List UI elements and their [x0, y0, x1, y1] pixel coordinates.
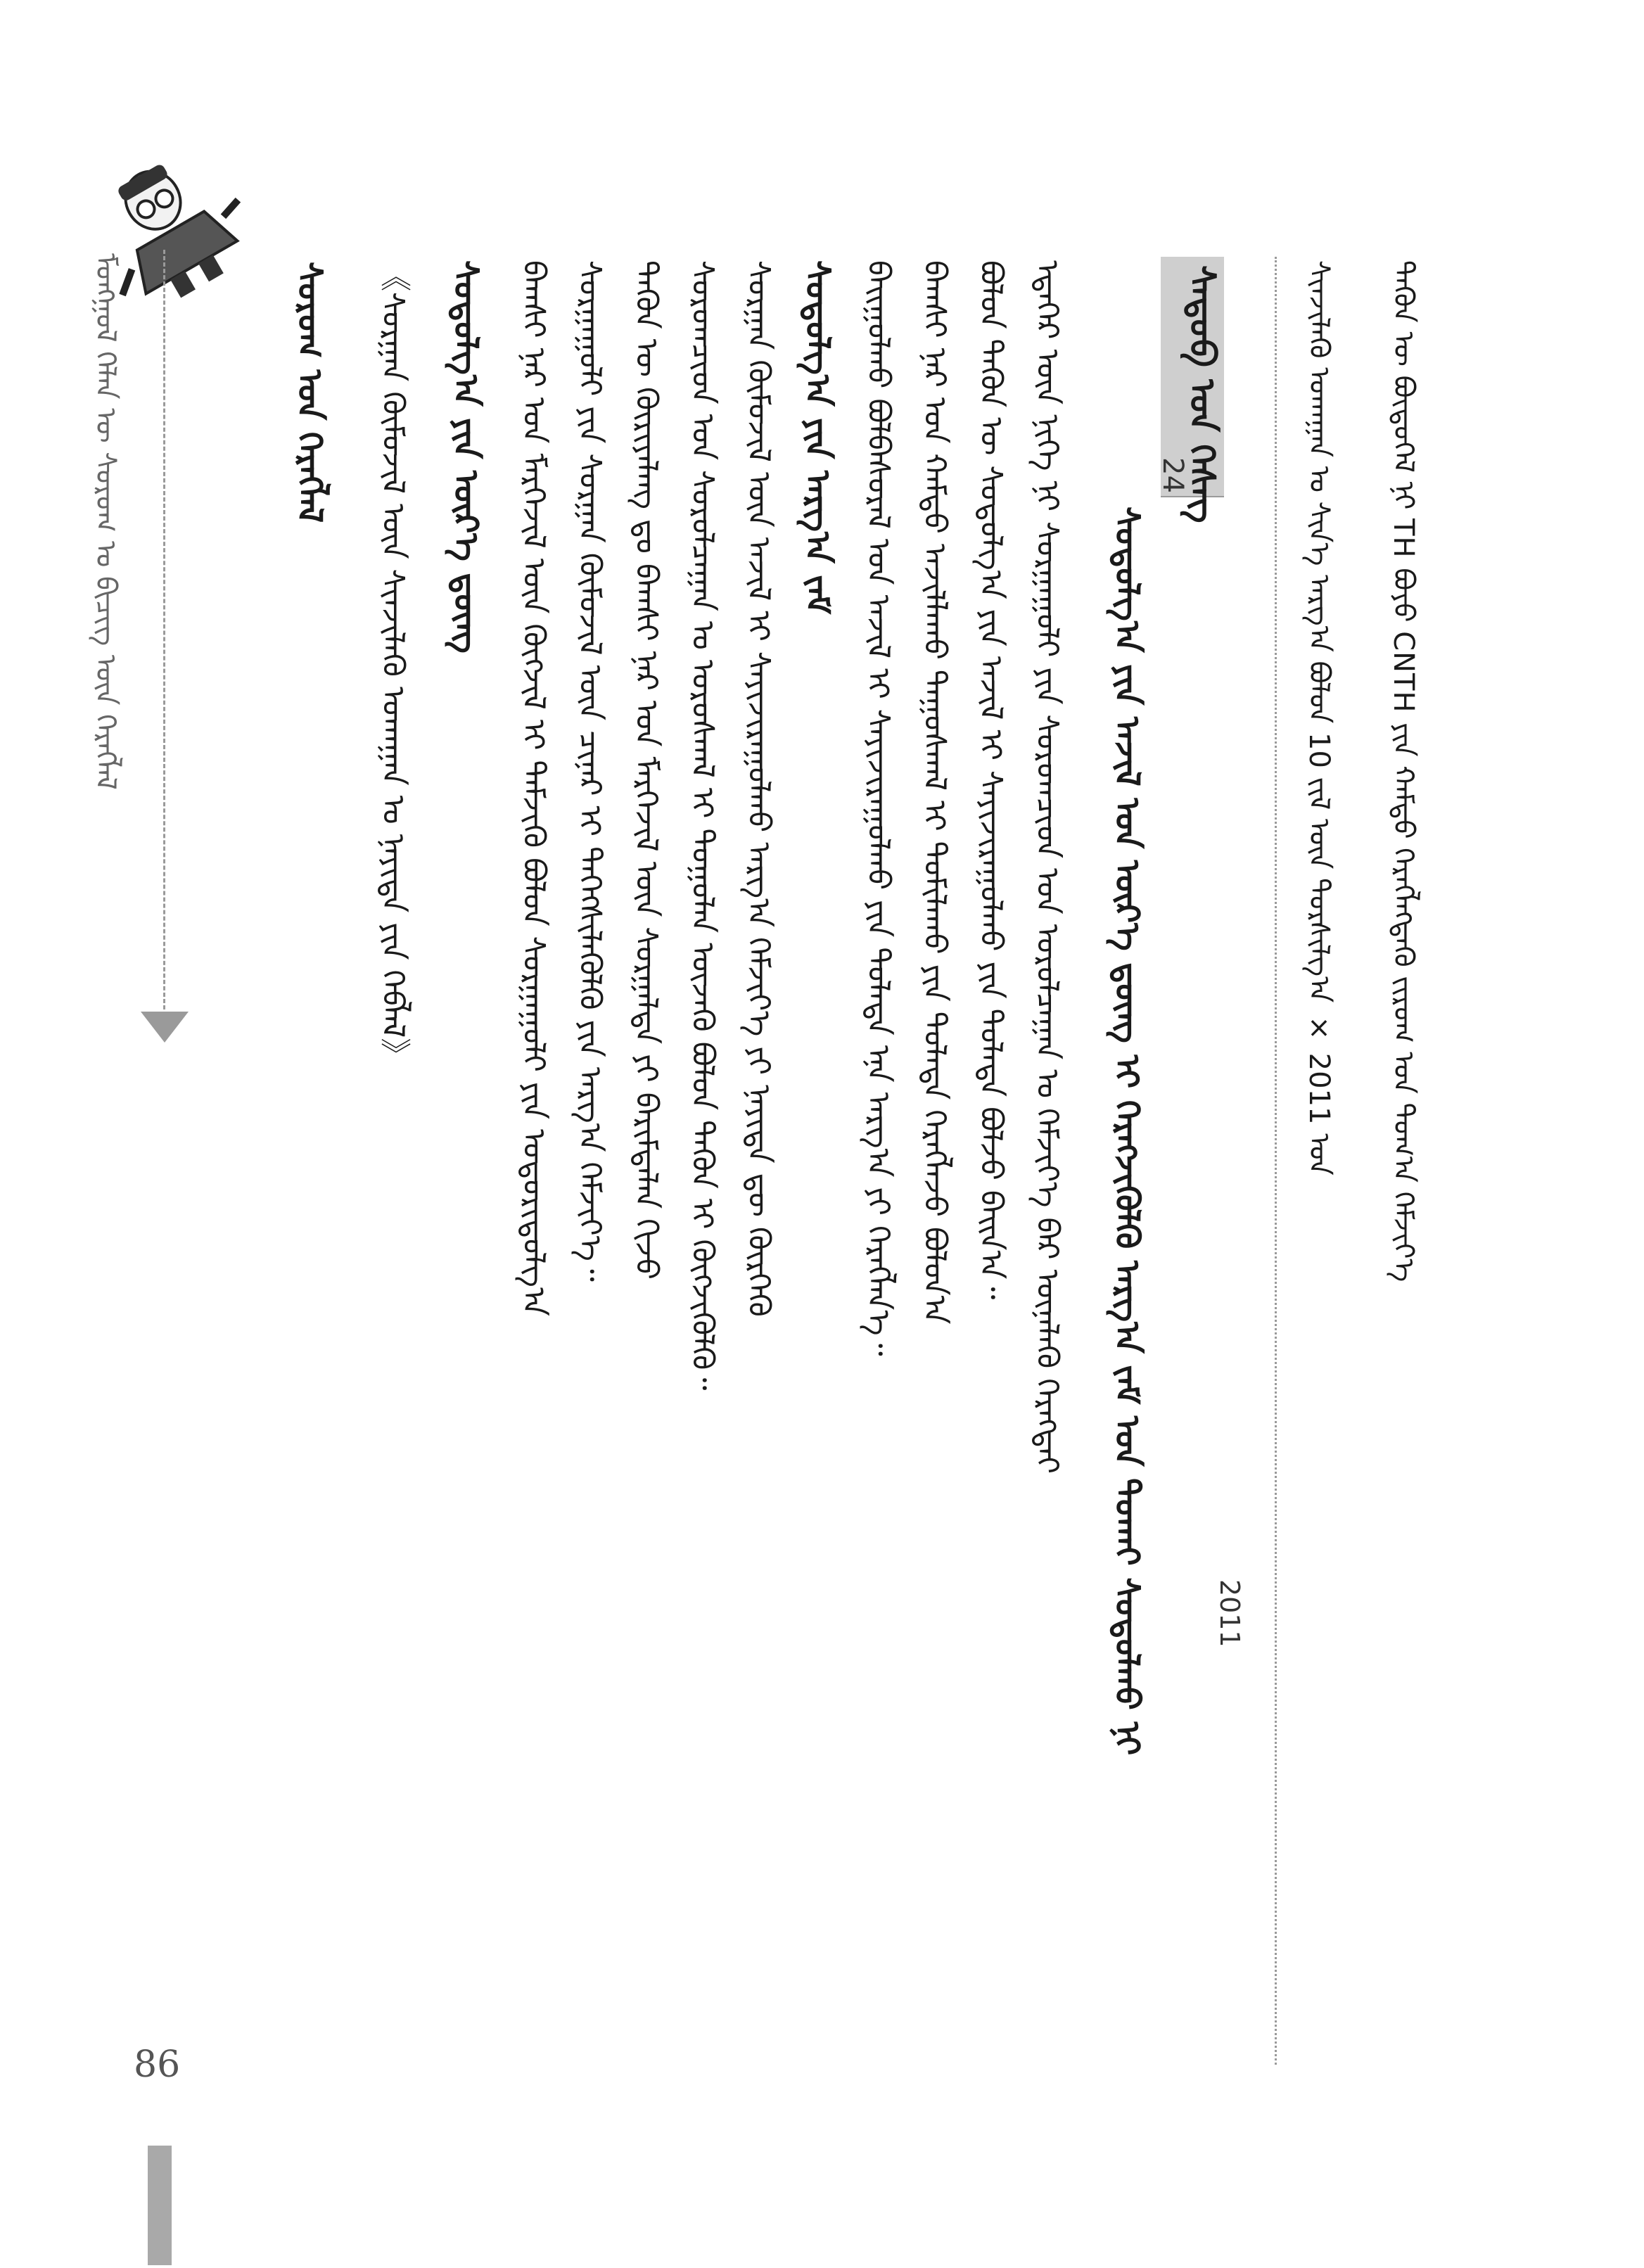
triangle-marker-icon — [141, 1012, 189, 1043]
section-title-label: ᠰᠡᠳᠦᠪ ᠤᠨ ᠬᠡᠰᠡᠭ — [1182, 265, 1223, 523]
bullet-heading-text: ᠰᠤᠷᠤᠭ ᠤᠨ ᠬᠡᠷᠡᠭᠯᠡᠯ — [290, 262, 329, 523]
title-divider — [1275, 257, 1277, 2065]
year-label: 2011 — [1214, 1579, 1245, 1648]
section-number: 24 — [1156, 457, 1189, 493]
page-tab — [148, 2146, 172, 2265]
page-number: 86 — [134, 2044, 181, 2086]
header-divider — [163, 250, 165, 1009]
running-header — [81, 253, 165, 1041]
running-header-text: ᠮᠣᠩᠭᠣᠯ ᠬᠡᠯᠡᠨ ᠦ ᠰᠤᠷᠤᠭ ᠤ ᠪᠢᠴᠢᠭ ᠦᠨ ᠬᠡᠷᠡᠭᠯᠡᠯ — [89, 253, 122, 790]
